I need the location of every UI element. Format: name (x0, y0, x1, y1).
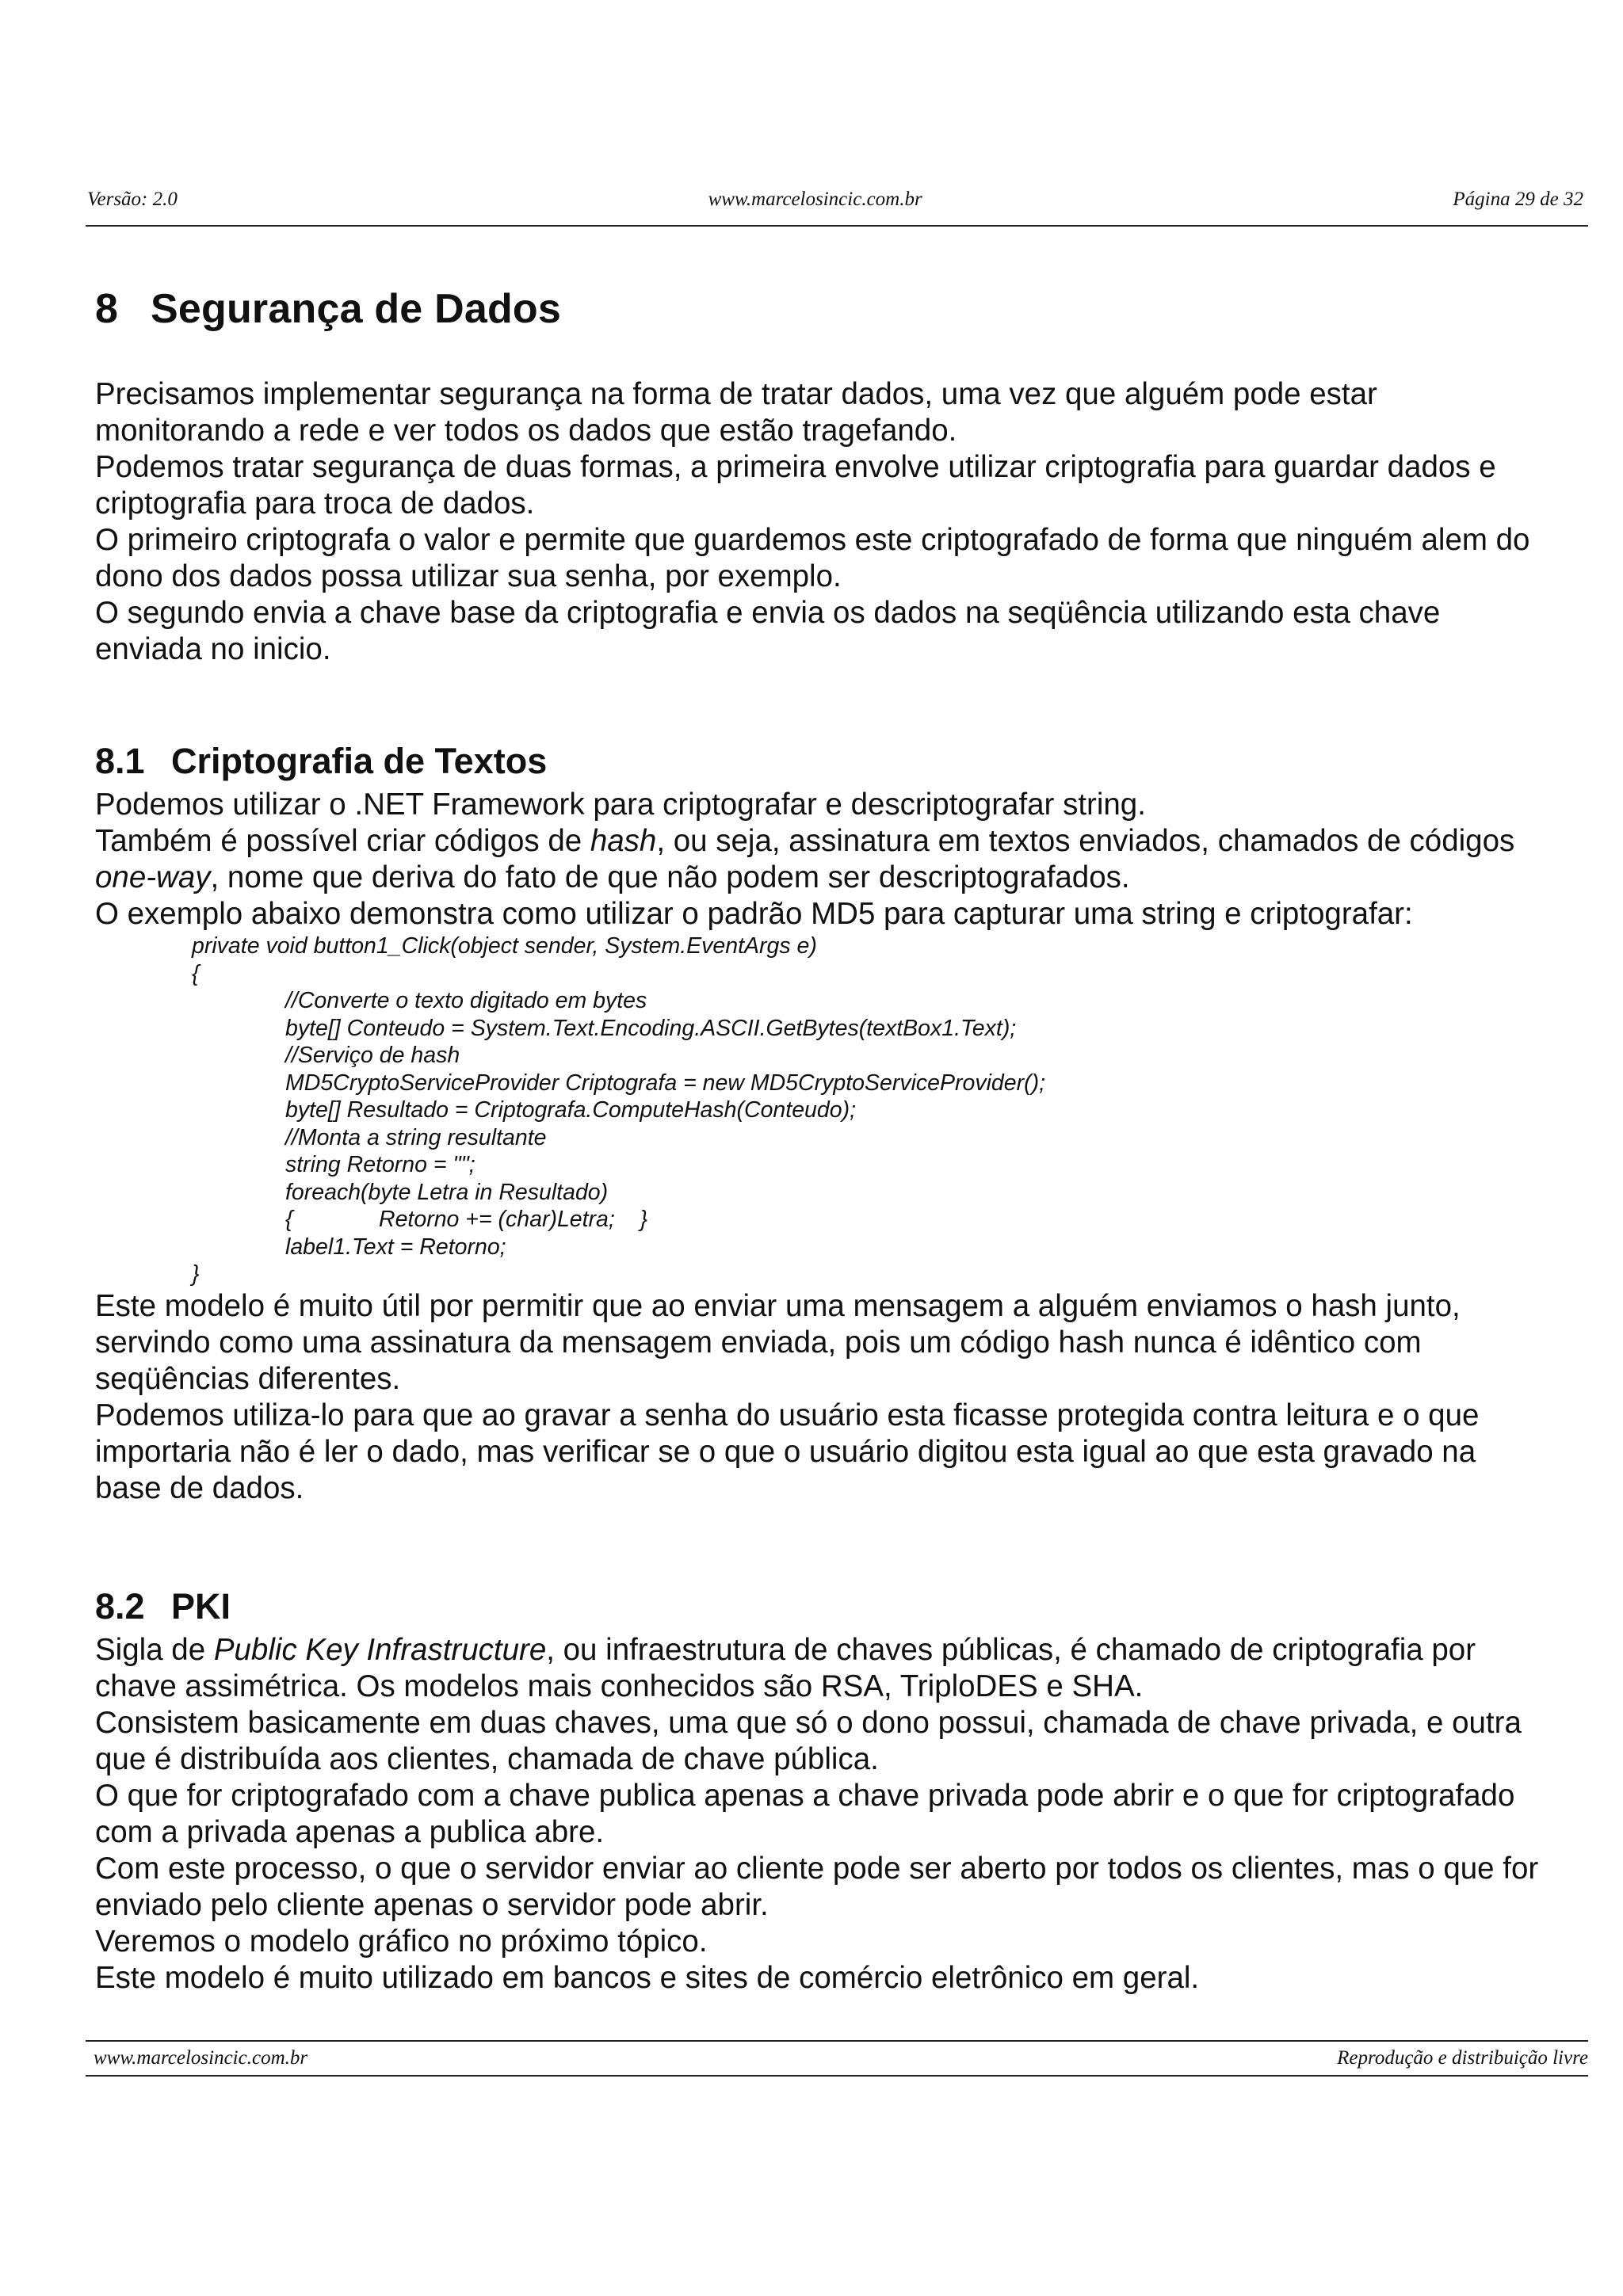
section-8-title: Segurança de Dados (151, 286, 561, 332)
code-line: MD5CryptoServiceProvider Criptografa = new MD5CryptoServiceProvider(); (285, 1070, 1046, 1096)
section-8-2-heading (95, 1586, 1545, 1627)
code-line: { Retorno += (char)Letra; } (285, 1207, 648, 1232)
section-8-2-number: 8.2 (95, 1585, 145, 1627)
code-line: label1.Text = Retorno; (285, 1234, 506, 1260)
header-site: www.marcelosincic.com.br (708, 189, 922, 210)
section-8-number: 8 (95, 286, 119, 332)
paragraph: Podemos utilizar o .NET Framework para criptografar e descriptografar string. (95, 788, 1146, 822)
paragraph: Com este processo, o que o servidor enviar ao cliente pode ser aberto por todos os clientes, mas o que for enviado pelo cliente apenas o servidor pode abrir. (95, 1851, 1539, 1922)
paragraph: Podemos tratar segurança de duas formas, a primeira envolve utilizar criptografia para guardar dados e criptografia para troca de dados. (95, 450, 1496, 521)
code-line: private void button1_Click(object sender, System.EventArgs e) (192, 933, 817, 959)
one-way-term: one-way (95, 860, 211, 894)
paragraph: O exemplo abaixo demonstra como utilizar o padrão MD5 para capturar uma string e criptografar: (95, 897, 1413, 931)
footer-site: www.marcelosincic.com.br (94, 2047, 308, 2069)
page-footer (94, 2047, 1588, 2069)
code-line: string Retorno = ""; (285, 1152, 475, 1177)
code-line: //Converte o texto digitado em bytes (285, 988, 647, 1013)
header-rule (86, 225, 1588, 227)
footer-rule-top (86, 2040, 1588, 2042)
paragraph: Veremos o modelo gráfico no próximo tópico. (95, 1924, 708, 1958)
pki-expansion: Public Key Infrastructure (213, 1632, 547, 1667)
paragraph: Podemos utiliza-lo para que ao gravar a senha do usuário esta ficasse protegida contra leitura e o que importaria não é ler o dado, mas verificar se o que o usuário digitou esta igual ao que esta gravado na base de dados. (95, 1398, 1480, 1505)
paragraph: O segundo envia a chave base da criptografia e envia os dados na seqüência utilizando esta chave enviada no inicio. (95, 596, 1441, 666)
code-line: //Monta a string resultante (285, 1124, 547, 1150)
footer-license: Reprodução e distribuição livre (1337, 2047, 1588, 2069)
footer-rule-bottom (86, 2075, 1588, 2077)
paragraph: Consistem basicamente em duas chaves, uma que só o dono possui, chamada de chave privada, e outra que é distribuída aos clientes, chamada de chave pública. (95, 1705, 1522, 1776)
code-line: byte[] Resultado = Criptografa.ComputeHash(Conteudo); (285, 1097, 857, 1123)
code-line: foreach(byte Letra in Resultado) (285, 1179, 609, 1205)
code-line: } (192, 1261, 200, 1287)
paragraph: Este modelo é muito utilizado em bancos e sites de comércio eletrônico em geral. (95, 1960, 1200, 1995)
code-line: { (192, 960, 200, 986)
code-block (95, 933, 1545, 1288)
paragraph: O que for criptografado com a chave publica apenas a chave privada pode abrir e o que for criptografado com a privada apenas a publica abre. (95, 1778, 1515, 1849)
paragraph: Precisamos implementar segurança na forma de tratar dados, uma vez que alguém pode estar monitorando a rede e ver todos os dados que estão tragefando. (95, 377, 1377, 448)
section-8-2-title: PKI (171, 1585, 231, 1627)
paragraph: Este modelo é muito útil por permitir que ao enviar uma mensagem a alguém enviamos o hash junto, servindo como uma assinatura da mensagem enviada, pois um código hash nunca é idêntico com seqüências diferentes. (95, 1288, 1461, 1396)
section-8-heading (95, 285, 1545, 333)
section-8-1-number: 8.1 (95, 741, 145, 781)
page-number: Página 29 de 32 (1453, 189, 1583, 210)
hash-term: hash (590, 824, 657, 858)
version-label: Versão: 2.0 (87, 189, 178, 210)
section-8-1-title: Criptografia de Textos (171, 741, 548, 781)
paragraph: O primeiro criptografa o valor e permite que guardemos este criptografado de forma que ninguém alem do dono dos dados possa utilizar sua senha, por exemplo. (95, 523, 1530, 593)
code-line: byte[] Conteudo = System.Text.Encoding.ASCII.GetBytes(textBox1.Text); (285, 1015, 1017, 1041)
paragraph: Também é possível criar códigos de hash, ou seja, assinatura em textos enviados, chamados de códigos one-way, nome que deriva do fato de que não podem ser descriptografados. (95, 824, 1515, 894)
section-8-1-heading (95, 741, 1545, 782)
code-line: //Serviço de hash (285, 1043, 460, 1068)
paragraph: Sigla de Public Key Infrastructure, ou infraestrutura de chaves públicas, é chamado de criptografia por chave assimétrica. Os modelos mais conhecidos são RSA, TriploDES e SHA. (95, 1632, 1476, 1703)
page-header (87, 189, 1583, 211)
document-body (95, 285, 1545, 1997)
